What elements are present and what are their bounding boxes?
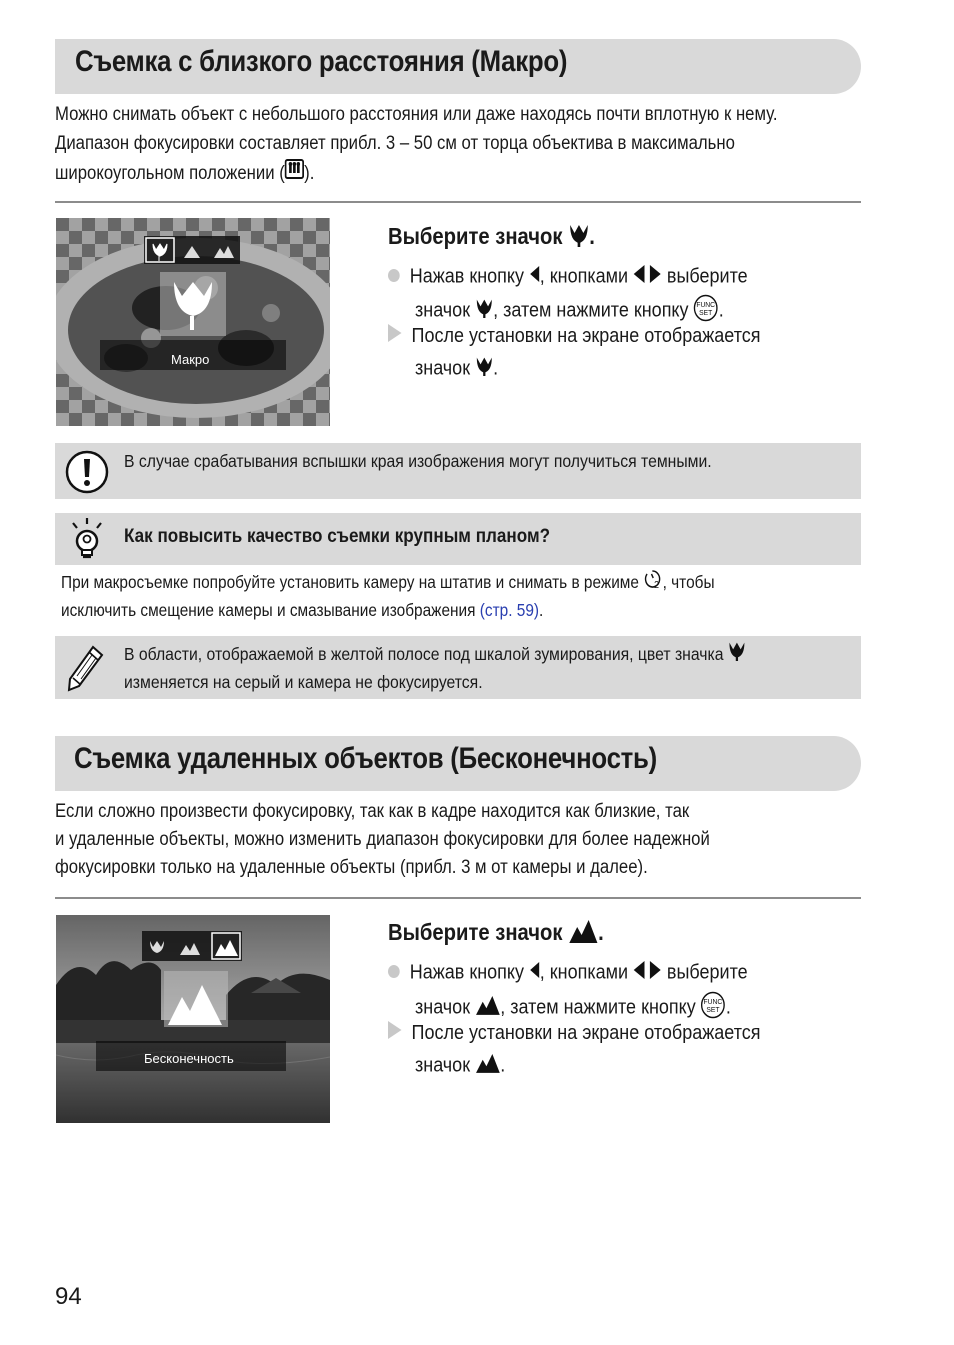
macro-step-text: , кнопками [539, 265, 629, 288]
section-infinity-title: Съемка удаленных объектов (Бесконечность) [74, 742, 657, 775]
lightbulb-tip-icon [67, 517, 107, 568]
tip-line-2 [61, 596, 543, 624]
svg-text:FUNC: FUNC [696, 300, 716, 310]
infinity-step-text: , затем нажмите кнопку [500, 996, 696, 1019]
macro-step-text: , затем нажмите кнопку [493, 299, 689, 322]
infinity-step-text: , кнопками [539, 961, 629, 984]
infinity-step-line-1 [388, 960, 748, 986]
result-arrow-icon [388, 1021, 402, 1039]
macro-step-line-2: значок , затем нажмите кнопку FUNC SET . [415, 294, 724, 328]
macro-step-line-4: значок . [415, 355, 498, 383]
infinity-mountain-icon [475, 1052, 500, 1080]
macro-intro-line-2: Диапазон фокусировки составляет прибл. 3 – 50 см от торца объектива в максимально [55, 133, 735, 154]
tip-text: . [539, 600, 544, 620]
macro-intro-end: ). [304, 162, 315, 184]
infinity-step-line-2: значок , затем нажмите кнопку FUNC SET . [415, 991, 731, 1025]
bullet-dot [388, 269, 400, 282]
svg-text:SET: SET [706, 1005, 720, 1015]
infinity-mountain-icon [475, 994, 500, 1022]
macro-intro-text: широкоугольном положении ( [55, 162, 285, 184]
func-set-button-icon [701, 991, 726, 1025]
section-infinity-header [55, 736, 861, 791]
infinity-intro-line-2: и удаленные объекты, можно изменить диапазон фокусировки для более надежной [55, 829, 710, 850]
tip-text: , чтобы [662, 572, 715, 592]
macro-step-text: значок [415, 299, 471, 322]
macro-tulip-icon [728, 640, 746, 670]
page-reference-link[interactable]: (стр. 59) [479, 600, 540, 620]
tip-text: При макросъемке попробуйте установить камеру на штатив и снимать в режиме [61, 572, 639, 592]
tip-title: Как повысить качество съемки крупным планом? [124, 526, 551, 547]
infinity-photo-label: Бесконечность [144, 1051, 234, 1066]
tip-line-1 [61, 568, 715, 598]
svg-text:FUNC: FUNC [703, 997, 723, 1007]
func-set-button-icon [694, 294, 719, 328]
wide-angle-icon [285, 159, 304, 189]
macro-step-title-text: Выберите значок [388, 223, 563, 250]
tip-text: исключить смещение камеры и смазывание изображения [61, 600, 476, 620]
left-arrow-icon [529, 961, 540, 985]
macro-intro-line-3 [55, 159, 314, 189]
pencil-note-line-2: изменяется на серый и камера не фокусируется. [124, 672, 483, 692]
left-right-arrows-icon [633, 960, 662, 986]
macro-step-line-3 [388, 324, 761, 348]
self-timer-2s-icon [643, 568, 662, 598]
infinity-mountain-icon [568, 918, 598, 950]
macro-step-text: значок [415, 357, 471, 380]
caution-note [55, 443, 861, 499]
macro-step-title: Выберите значок . [388, 222, 595, 254]
macro-tulip-icon [475, 355, 493, 383]
infinity-step-text: выберите [666, 961, 748, 984]
divider [55, 897, 861, 899]
macro-intro-line-1: Можно снимать объект с небольшого расстояния или даже находясь почти вплотную к нему. [55, 104, 778, 125]
section-macro-header [55, 39, 861, 94]
infinity-step-text: значок [415, 996, 471, 1019]
divider [55, 201, 861, 203]
caution-exclamation-icon [65, 450, 109, 499]
infinity-intro-line-1: Если сложно произвести фокусировку, так как в кадре находится как близкие, так [55, 801, 690, 822]
infinity-intro-line-3: фокусировки только на удаленные объекты (прибл. 3 м от камеры и далее). [55, 857, 648, 878]
macro-step-text: выберите [666, 265, 748, 288]
macro-tulip-icon [475, 297, 493, 325]
tip-header [55, 513, 861, 565]
bullet-dot [388, 965, 400, 978]
infinity-step-text: Нажав кнопку [409, 961, 524, 984]
macro-step-line-1 [388, 264, 748, 290]
section-macro-title: Съемка с близкого расстояния (Макро) [75, 45, 568, 78]
svg-text:SET: SET [699, 308, 713, 318]
result-arrow-icon [388, 324, 402, 342]
pencil-note-icon [67, 644, 105, 697]
infinity-step-title-text: Выберите значок [388, 919, 563, 946]
infinity-photo [56, 915, 330, 1123]
left-right-arrows-icon [633, 264, 662, 290]
macro-photo [56, 218, 330, 426]
macro-step-text: Нажав кнопку [409, 265, 524, 288]
page-number: 94 [55, 1283, 82, 1310]
left-arrow-icon [529, 265, 540, 289]
svg-text:2: 2 [653, 578, 659, 591]
infinity-step-line-4: значок . [415, 1052, 505, 1080]
pencil-note-line-1 [124, 640, 746, 670]
infinity-step-line-3 [388, 1021, 761, 1045]
infinity-step-text: После установки на экране отображается [411, 1022, 761, 1044]
macro-tulip-icon [568, 222, 589, 254]
infinity-step-title: Выберите значок . [388, 918, 604, 950]
macro-photo-label: Макро [171, 352, 210, 367]
macro-step-text: После установки на экране отображается [411, 325, 761, 347]
pencil-note-text: В области, отображаемой в желтой полосе под шкалой зумирования, цвет значка [124, 644, 724, 664]
caution-text: В случае срабатывания вспышки края изображения могут получиться темными. [124, 451, 712, 471]
infinity-step-text: значок [415, 1054, 471, 1077]
pencil-note [55, 636, 861, 699]
